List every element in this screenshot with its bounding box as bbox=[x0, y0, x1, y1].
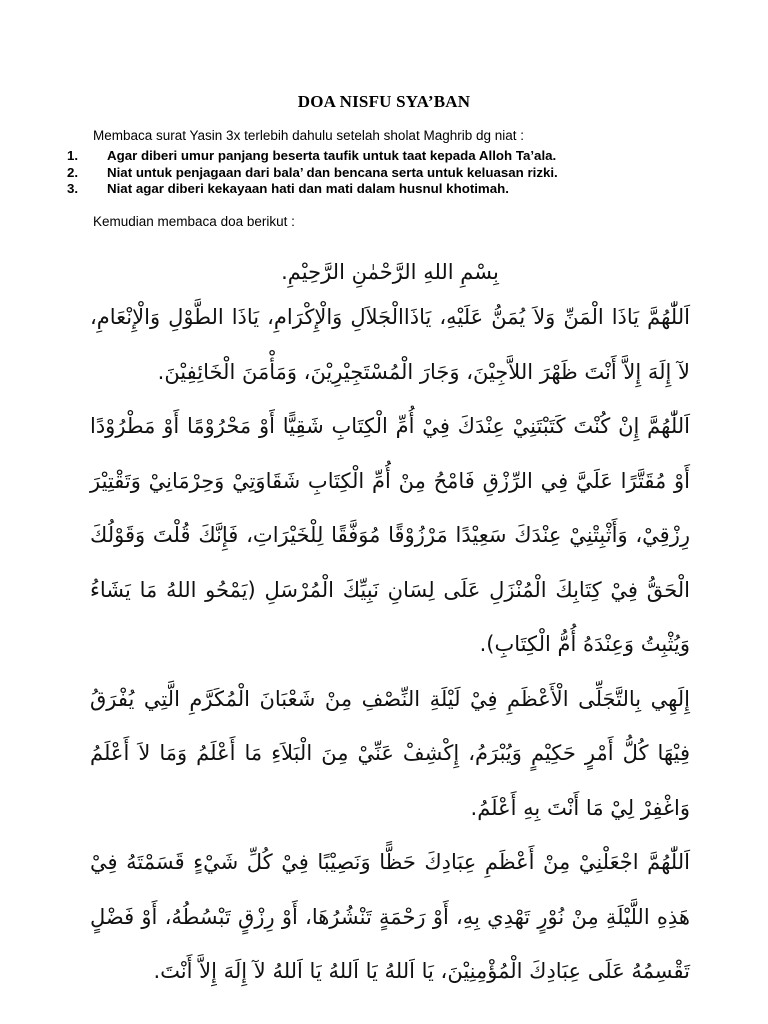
list-number: 2. bbox=[67, 164, 79, 180]
list-text: Niat agar diberi kekayaan hati dan mati dalam husnul khotimah. bbox=[107, 181, 509, 196]
list-text: Niat untuk penjagaan dari bala’ dan bencana serta untuk keluasan rizki. bbox=[107, 164, 558, 180]
intro-text: Membaca surat Yasin 3x terlebih dahulu setelah sholat Maghrib dg niat : bbox=[93, 128, 525, 143]
prayer-paragraph-1: اَللّٰهُمَّ يَاذَا الْمَنِّ وَلاَ يُمَنُّ عَلَيْهِ، يَاذَاالْجَلاَلِ وَالْإِكْرَامِ، يَاذَا الطَّوْلِ وَالْإِنْعَامِ، لآ إِلَهَ إِلاَّ أَنْتَ ظَهْرَ اللاَّجِيْنَ، وَجَارَ الْمُسْتَجِيْرِيْنَ، وَمَأْمَنَ الْخَائِفِيْنَ. bbox=[90, 305, 690, 384]
list-number: 3. bbox=[67, 181, 79, 196]
basmalah: بِسْمِ اللهِ الرَّحْمٰنِ الرَّحِيْمِ. bbox=[281, 260, 499, 284]
prayer-paragraph-2: اَللّٰهُمَّ إِنْ كُنْتَ كَتَبْتَنِيْ عِنْدَكَ فِيْ أُمِّ الْكِتَابِ شَقِيًّا أَوْ مَحْرُوْمًا أَوْ مَطْرُوْدًا أَوْ مُقَتَّرًا عَلَيَّ فِي الرِّزْقِ فَامْحُ مِنْ أُمِّ الْكِتَابِ شَقَاوَتِيْ وَحِرْمَانِيْ وَتَقْتِيْرَ رِزْقِيْ، وَأَثْبِتْنِيْ عِنْدَكَ سَعِيْدًا مَرْزُوْقًا مُوَفَّقًا لِلْخَيْرَاتِ، فَإِنَّكَ قُلْتَ وَقَوْلُكَ الْحَقُّ فِيْ كِتَابِكَ الْمُنْزَلِ عَلَى لِسَانِ نَبِيِّكَ الْمُرْسَلِ (يَمْحُو اللهُ مَا يَشَاءُ وَيُثْبِتُ وَعِنْدَهُ أُمُّ الْكِتَابِ). bbox=[90, 414, 690, 656]
list-item bbox=[67, 181, 558, 198]
list-item bbox=[67, 148, 558, 165]
list-text: Agar diberi umur panjang beserta taufik untuk taat kepada Alloh Ta’ala. bbox=[107, 148, 557, 163]
prayer-paragraph-4: اَللّٰهُمَّ اجْعَلْنِيْ مِنْ أَعْظَمِ عِبَادِكَ حَظًّا وَنَصِيْبًا فِيْ كُلِّ شَيْءٍ قَسَمْتَهُ فِيْ هَذِهِ اللَّيْلَةِ مِنْ نُوْرٍ تَهْدِي بِهِ، أَوْ رَحْمَةٍ تَنْشُرُهَا، أَوْ رِزْقٍ تَبْسُطُهُ، أَوْ فَضْلٍ تَقْسِمُهُ عَلَى عِبَادِكَ الْمُؤْمِنِيْنَ، يَا اَللهُ يَا اَللهُ يَا اَللهُ لآ إِلَهَ إِلاَّ أَنْتَ. bbox=[90, 850, 690, 983]
arabic-prayer bbox=[90, 254, 690, 999]
then-text: Kemudian membaca doa berikut : bbox=[93, 214, 295, 229]
intentions-list bbox=[67, 148, 558, 198]
list-item bbox=[67, 165, 558, 182]
document-title: DOA NISFU SYA’BAN bbox=[297, 92, 471, 111]
prayer-paragraph-3: إِلَهِي بِالتَّجَلِّى الْأَعْظَمِ فِيْ لَيْلَةِ النِّصْفِ مِنْ شَعْبَانَ الْمُكَرَّمِ الَّتِي يُفْرَقُ فِيْهَا كُلُّ أَمْرٍ حَكِيْمٍ وَيُبْرَمُ، إِكْشِفْ عَنِّيْ مِنَ الْبَلاَءِ مَا أَعْلَمُ وَمَا لاَ أَعْلَمُ وَاغْفِرْ لِيْ مَا أَنْتَ بِهِ أَعْلَمُ. bbox=[90, 686, 690, 820]
list-number: 1. bbox=[67, 148, 79, 163]
